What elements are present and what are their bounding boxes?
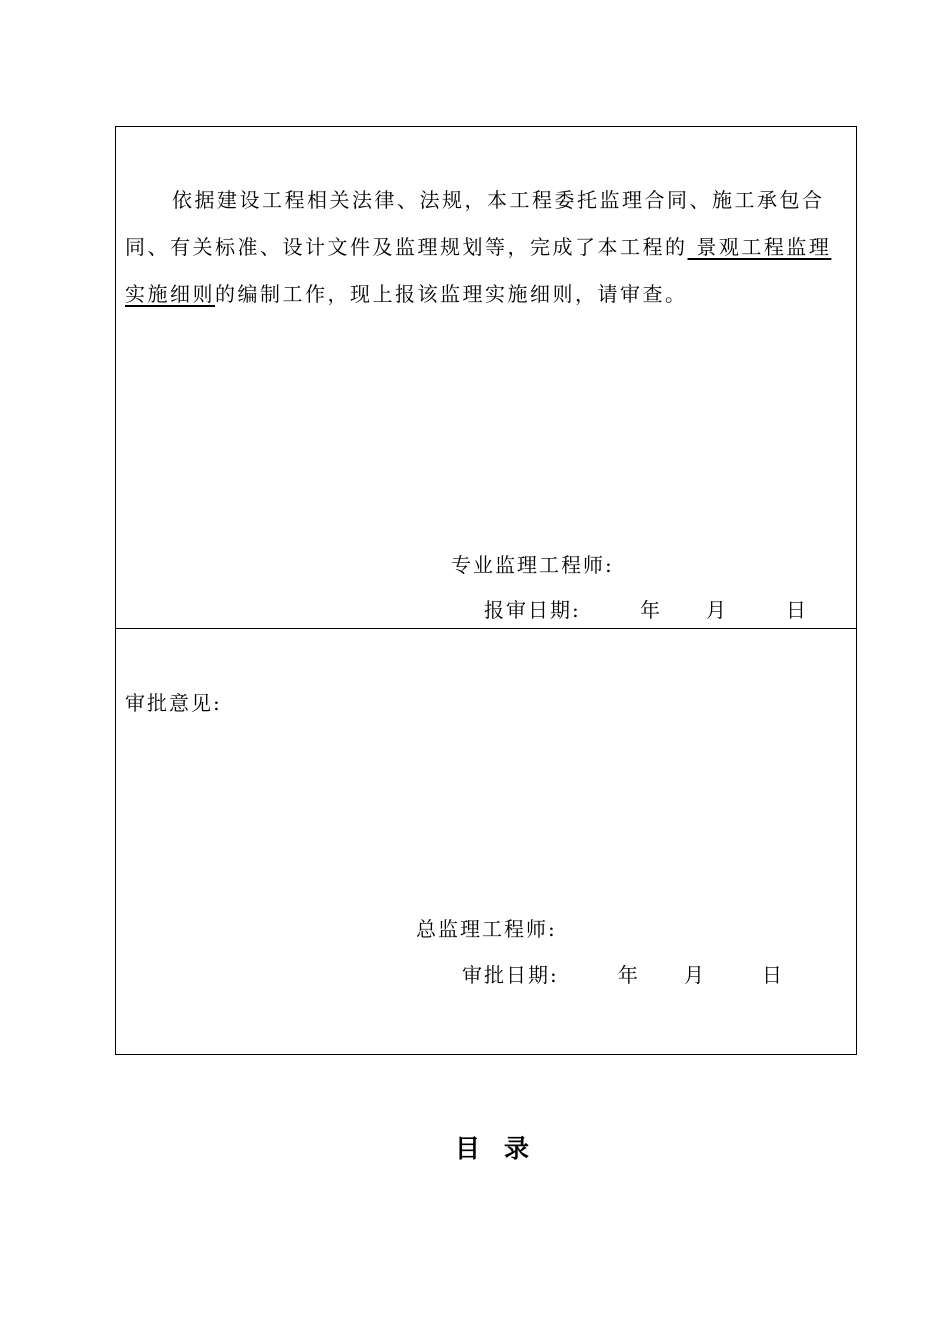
report-paragraph-tail: 的编制工作，现上报该监理实施细则，请审查。 <box>215 282 688 306</box>
approval-form-table <box>115 126 857 1055</box>
chief-engineer-signature-label: 总监理工程师: <box>416 917 557 941</box>
approval-date-year: 年 <box>618 963 638 987</box>
approval-date-label: 审批日期: <box>462 963 559 987</box>
report-section <box>116 127 856 629</box>
approval-section <box>116 629 856 1054</box>
report-paragraph-lead: 依据建设工程相关法律、法规，本工程委托监理合同、施工承包合同、有关标准、设计文件及监理规划等，完成了本工程的 <box>125 188 825 259</box>
report-date-month: 月 <box>706 598 726 622</box>
approval-opinion-label: 审批意见: <box>125 691 222 715</box>
report-date-day: 日 <box>786 598 806 622</box>
report-date-label: 报审日期: <box>484 598 581 622</box>
report-paragraph <box>125 177 849 318</box>
approval-date-day: 日 <box>762 963 782 987</box>
report-date-year: 年 <box>640 598 660 622</box>
project-name-underlined: 景观工程监理实施细则 <box>125 235 832 306</box>
engineer-signature-label: 专业监理工程师: <box>451 553 614 577</box>
approval-date-month: 月 <box>684 963 704 987</box>
toc-title: 目录 <box>455 1134 554 1163</box>
